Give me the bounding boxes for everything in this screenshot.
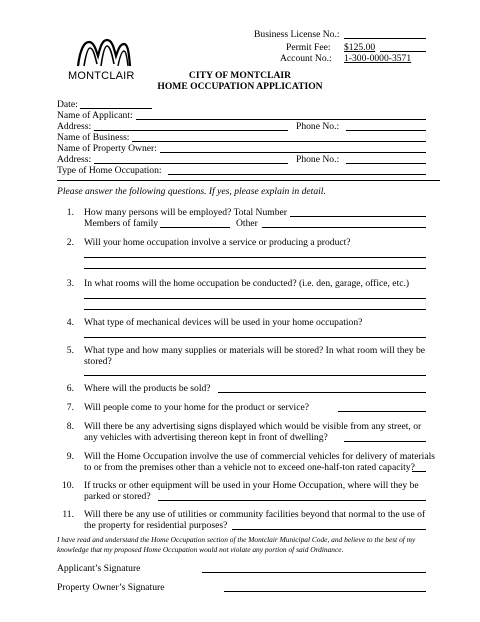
owner-phone-field[interactable] (346, 163, 426, 164)
q10-text: If trucks or other equipment will be used in your Home Occupation, where will they be (84, 480, 419, 491)
license-label: Business License No.: (254, 29, 340, 40)
instructions: Please answer the following questions. If yes, please explain in detail. (57, 186, 326, 197)
q8-number: 8. (66, 421, 74, 432)
section-divider (57, 180, 440, 181)
applicant-field[interactable] (136, 119, 426, 120)
q3-answer-line-1[interactable] (84, 298, 426, 299)
q2-number: 2. (66, 237, 74, 248)
q11-text: Will there be any use of utilities or community facilities beyond that normal to the use of (84, 509, 426, 520)
city-title: CITY OF MONTCLAIR (188, 70, 292, 81)
owner-address-label: Address: (57, 154, 92, 165)
date-label: Date: (57, 99, 78, 110)
q10-answer-line[interactable] (158, 500, 426, 501)
q2-answer-line-2[interactable] (84, 268, 426, 269)
q11-answer-line[interactable] (232, 529, 426, 530)
type-field[interactable] (168, 174, 426, 175)
address-label: Address: (57, 121, 92, 132)
address-field[interactable] (94, 130, 288, 131)
q9-text-2: to or from the premises other than a vehicle not to exceed one-half-ton rated capacity? (84, 462, 415, 473)
type-label: Type of Home Occupation: (57, 165, 162, 176)
owner-phone-label: Phone No.: (296, 154, 340, 165)
q1-other-label: Other (236, 218, 258, 229)
q10-number: 10. (62, 480, 74, 491)
q7-text: Will people come to your home for the product or service? (84, 402, 309, 413)
q8-answer-line[interactable] (344, 441, 426, 442)
montclair-logo-icon (74, 36, 132, 68)
account-label: Account No.: (280, 53, 332, 64)
q10-text-2: parked or stored? (84, 491, 151, 502)
q6-text: Where will the products be sold? (84, 383, 211, 394)
q8-text-2: any vehicles with advertising thereon kept in front of dwelling? (84, 432, 328, 443)
q7-number: 7. (66, 402, 74, 413)
q4-text: What type of mechanical devices will be used in your home occupation? (84, 317, 363, 328)
q9-text: Will the Home Occupation involve the use of commercial vehicles for delivery of materials (84, 451, 435, 462)
fee-value: $125.00 (344, 42, 376, 53)
q1-text: How many persons will be employed? Total Number (84, 207, 287, 218)
q5-number: 5. (66, 345, 74, 356)
q6-number: 6. (66, 383, 74, 394)
q9-number: 9. (66, 451, 74, 462)
q3-number: 3. (66, 278, 74, 289)
q2-text: Will your home occupation involve a service or producing a product? (84, 237, 351, 248)
business-field[interactable] (132, 141, 426, 142)
fee-field-extension (380, 51, 426, 52)
q5-answer-line[interactable] (84, 375, 426, 376)
q1-number: 1. (66, 207, 74, 218)
q2-answer-line-1[interactable] (84, 257, 426, 258)
q3-text: In what rooms will the home occupation be conducted? (i.e. den, garage, office, etc.) (84, 278, 410, 289)
business-label: Name of Business: (57, 132, 130, 143)
q7-answer-line[interactable] (338, 411, 426, 412)
owner-field[interactable] (160, 152, 426, 153)
license-field[interactable] (344, 38, 426, 39)
form-title: HOME OCCUPATION APPLICATION (157, 81, 323, 92)
q1-other-field[interactable] (262, 227, 426, 228)
q4-number: 4. (66, 317, 74, 328)
q4-answer-line[interactable] (84, 337, 426, 338)
owner-address-field[interactable] (94, 163, 288, 164)
applicant-signature-label: Applicant’s Signature (57, 563, 141, 574)
phone-label: Phone No.: (296, 121, 340, 132)
q11-text-2: the property for residential purposes? (84, 520, 228, 531)
q1-family-label: Members of family (84, 218, 159, 229)
q6-answer-line[interactable] (218, 392, 426, 393)
logo-text: MONTCLAIR (68, 70, 135, 82)
q11-number: 11. (62, 509, 74, 520)
q5-text: What type and how many supplies or materials will be stored? In what room will they be (84, 345, 426, 356)
q1-family-field[interactable] (160, 227, 230, 228)
owner-signature-label: Property Owner’s Signature (57, 582, 165, 593)
q9-answer-line[interactable] (412, 471, 426, 472)
owner-label: Name of Property Owner: (57, 143, 157, 154)
account-value: 1-300-0000-3571 (344, 53, 412, 64)
phone-field[interactable] (346, 130, 426, 131)
fee-label: Permit Fee: (286, 42, 331, 53)
certification-line-1: I have read and understand the Home Occupation section of the Montclair Municipal Code, and believe to the best of my (57, 535, 416, 544)
q1-total-field[interactable] (290, 216, 426, 217)
date-field[interactable] (80, 108, 152, 109)
applicant-signature-field[interactable] (202, 572, 426, 573)
q8-text: Will there be any advertising signs displayed which would be visible from any street, or (84, 421, 422, 432)
owner-signature-field[interactable] (224, 591, 426, 592)
q5-text-2: stored? (84, 356, 112, 367)
q3-answer-line-2[interactable] (84, 309, 426, 310)
certification-line-2: knowledge that my proposed Home Occupation would not violate any portion of said Ordinance. (57, 545, 344, 554)
applicant-label: Name of Applicant: (57, 110, 133, 121)
